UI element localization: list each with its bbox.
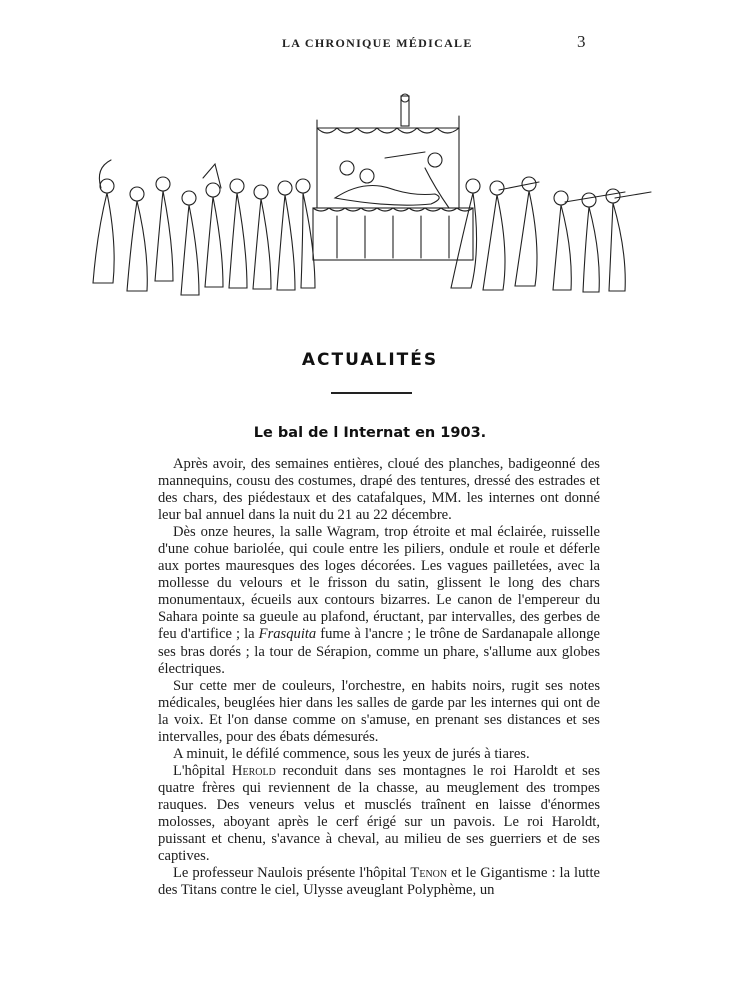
procession-illustration (85, 88, 655, 336)
section-title: ACTUALITÉS (301, 350, 439, 370)
paragraph: A minuit, le défilé commence, sous les yeux de jurés à tiares. (173, 745, 530, 762)
paragraph: Sur cette mer de couleurs, l'orchestre, en habits noirs, rugit ses notes médicales, beuglées hier dans les salles de garde par les internes qui ont de la voix. Et l'on danse comme on s'amuse, en prenant ses distances et ses intervalles, pour des ébats démesurés. (158, 677, 600, 745)
paragraph: Le professeur Naulois présente l'hôpital Tenon et le Gigantisme : la lutte des Titans contre le ciel, Ulysse aveuglant Polyphème, un (158, 865, 601, 899)
paragraph: L'hôpital Herold reconduit dans ses montagnes le roi Haroldt et ses quatre frères qui reviennent de la chasse, au meuglement des trompes rauques. Des veneurs velus et musclés traînent en laisse d'énormes molosses, aboyant après le cerf érigé sur un pavois. Le roi Haroldt, puissant et chenu, s'avance à cheval, au milieu de ses guerriers et de ses captives. (158, 762, 600, 865)
paragraph: Après avoir, des semaines entières, cloué des planches, badigeonné des mannequins, cousu des costumes, drapé des tentures, dressé des estrades et des chars, des piédestaux et des catafalques, MM. les internes ont donné leur bal annuel dans la nuit du 21 au 22 décembre. (158, 456, 600, 524)
running-head (0, 34, 740, 54)
title-rule (331, 392, 412, 394)
hospital-name: Herold (231, 762, 276, 779)
ship-name: Frasquita (258, 626, 317, 643)
page-number: 3 (577, 32, 586, 51)
article-title: Le bal de l Internat en 1903. (253, 425, 487, 441)
hospital-name: Tenon (410, 865, 448, 882)
running-title: LA CHRONIQUE MÉDICALE (282, 36, 473, 50)
paragraph: Dès onze heures, la salle Wagram, trop étroite et mal éclairée, ruisselle d'une cohue bariolée, qui coule entre les piliers, ondule et roule et déferle aux portes mauresques des loges décorées. Les vagues pailletées, avec la mollesse du velours et le frisson du satin, glissent le long des chars monumentaux, écueils aux contours bizarres. Le canon de l'empereur du Sahara pointe sa gueule au plafond, éructant, par intervalles, des gerbes de feu d'artifice ; la Frasquita fume à l'ancre ; le trône de Sardanapale allonge ses bras dorés ; la tour de Sérapion, comme un phare, s'allume aux globes électriques. (158, 524, 600, 677)
article-body (158, 456, 600, 899)
